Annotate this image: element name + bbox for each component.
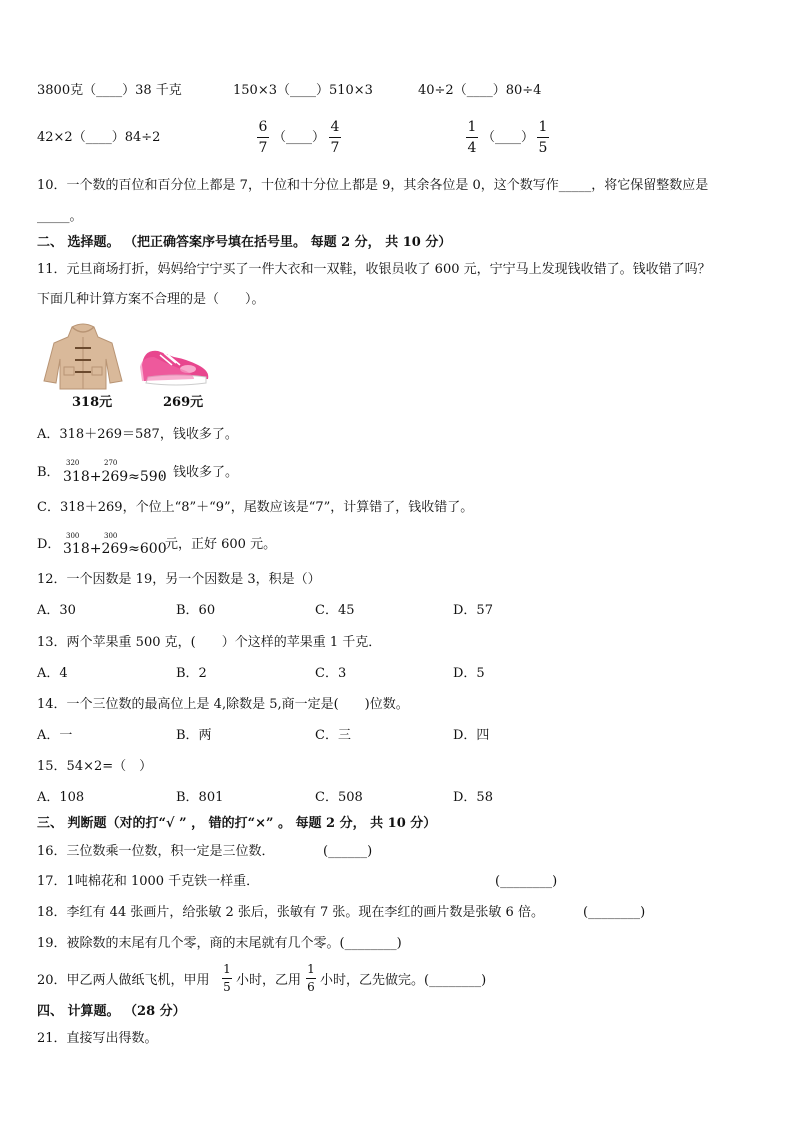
q11-option-b-sup2: 270	[104, 459, 118, 467]
compare-r2-c3-blank: （____）	[482, 130, 535, 145]
q14-option-b: B．两	[176, 728, 212, 743]
q21-stem: 21．直接写出得数。	[37, 1031, 158, 1046]
fraction-four-sevenths: 4 7	[330, 119, 340, 156]
q13-option-b: B．2	[176, 666, 207, 681]
q13-option-d: D．5	[453, 666, 485, 681]
q17-blank: (________)	[495, 874, 558, 889]
q18-stem: 18．李红有 44 张画片，给张敏 2 张后，张敏有 7 张。现在李红的画片数是张敏 6 倍。	[37, 905, 544, 920]
q11-option-d-sup2: 300	[104, 532, 118, 540]
q12-stem: 12．一个因数是 19，另一个因数是 3，积是（）	[37, 572, 321, 587]
q14-stem: 14．一个三位数的最高位上是 4,除数是 5,商一定是( )位数。	[37, 697, 409, 712]
q12-option-c: C．45	[315, 603, 355, 618]
fraction-one-fifth-hour: 1 5	[223, 962, 231, 994]
compare-r1-c3: 40÷2（____）80÷4	[418, 83, 542, 98]
fraction-six-sevenths: 6 7	[258, 119, 268, 156]
q20-part3: 小时，乙先做完。(________)	[320, 973, 487, 988]
q11-option-b-expr: 318+269≈590	[63, 469, 167, 485]
q11-line1: 11．元旦商场打折，妈妈给宁宁买了一件大衣和一双鞋，收银员收了 600 元，宁宁马上发现钱收错了。钱收错了吗？	[37, 262, 711, 277]
section-3-title: 三、 判断题（对的打“√ ” ， 错的打“×” 。 每题 2 分， 共 10 分）	[37, 816, 437, 831]
q11-option-d-tail: 元，正好 600 元。	[165, 537, 277, 552]
q17-stem: 17．1吨棉花和 1000 千克铁一样重．	[37, 874, 260, 889]
section-2-title: 二、 选择题。 （把正确答案序号填在括号里。 每题 2 分， 共 10 分）	[37, 235, 452, 250]
q13-option-c: C．3	[315, 666, 347, 681]
shoe-image	[136, 343, 212, 389]
q11-option-b-sup1: 320	[66, 459, 80, 467]
q18-blank: (________)	[583, 905, 646, 920]
q12-option-a: A．30	[37, 603, 76, 618]
q11-line2: 下面几种计算方案不合理的是（ ）。	[37, 292, 265, 307]
compare-r1-c1: 3800克（____）38 千克	[37, 83, 182, 98]
q10-line2: _____。	[37, 209, 83, 224]
q16-blank: (______)	[323, 844, 373, 859]
q14-option-d: D．四	[453, 728, 490, 743]
q20-part1: 20．甲乙两人做纸飞机，甲用	[37, 973, 210, 988]
q13-option-a: A．4	[37, 666, 68, 681]
q20-part2: 小时，乙用	[236, 973, 302, 988]
q15-option-d: D．58	[453, 790, 493, 805]
q12-option-b: B．60	[176, 603, 216, 618]
q15-option-c: C．508	[315, 790, 363, 805]
fraction-one-fourth: 1 4	[467, 119, 477, 156]
q14-option-a: A．一	[37, 728, 73, 743]
coat-image	[42, 323, 124, 391]
coat-price: 318元	[72, 395, 113, 410]
q11-option-c: C．318＋269，个位上“8”＋“9”，尾数应该是“7”，计算错了，钱收错了。	[37, 500, 474, 515]
compare-r2-c1: 42×2（____）84÷2	[37, 130, 161, 145]
q14-option-c: C．三	[315, 728, 351, 743]
q11-option-a: A．318＋269＝587，钱收多了。	[37, 427, 238, 442]
q15-option-b: B．801	[176, 790, 224, 805]
fraction-one-sixth-hour: 1 6	[307, 962, 315, 994]
fraction-one-fifth: 1 5	[538, 119, 548, 156]
q15-stem: 15．54×2=（ ）	[37, 759, 153, 774]
compare-r1-c2: 150×3（____）510×3	[233, 83, 373, 98]
q11-option-d-sup1: 300	[66, 532, 80, 540]
q16-stem: 16．三位数乘一位数，积一定是三位数．	[37, 844, 275, 859]
q10-line1: 10．一个数的百位和百分位上都是 7，十位和十分位上都是 9，其余各位是 0，这个数写作_____，将它保留整数应是	[37, 178, 709, 193]
q11-option-b-label: B．	[37, 465, 60, 480]
q19-stem: 19．被除数的末尾有几个零，商的末尾就有几个零。(________)	[37, 936, 402, 951]
shoe-price: 269元	[163, 395, 204, 410]
q15-option-a: A．108	[37, 790, 85, 805]
q12-option-d: D．57	[453, 603, 493, 618]
compare-r2-c2-blank: （____）	[273, 130, 326, 145]
q13-stem: 13．两个苹果重 500 克，( ）个这样的苹果重 1 千克．	[37, 635, 382, 650]
q11-option-d-expr: 318+269≈600	[63, 541, 167, 557]
section-4-title: 四、 计算题。 （28 分）	[37, 1004, 186, 1019]
q11-option-b-tail: ，钱收多了。	[160, 465, 239, 480]
q11-option-d-label: D．	[37, 537, 61, 552]
